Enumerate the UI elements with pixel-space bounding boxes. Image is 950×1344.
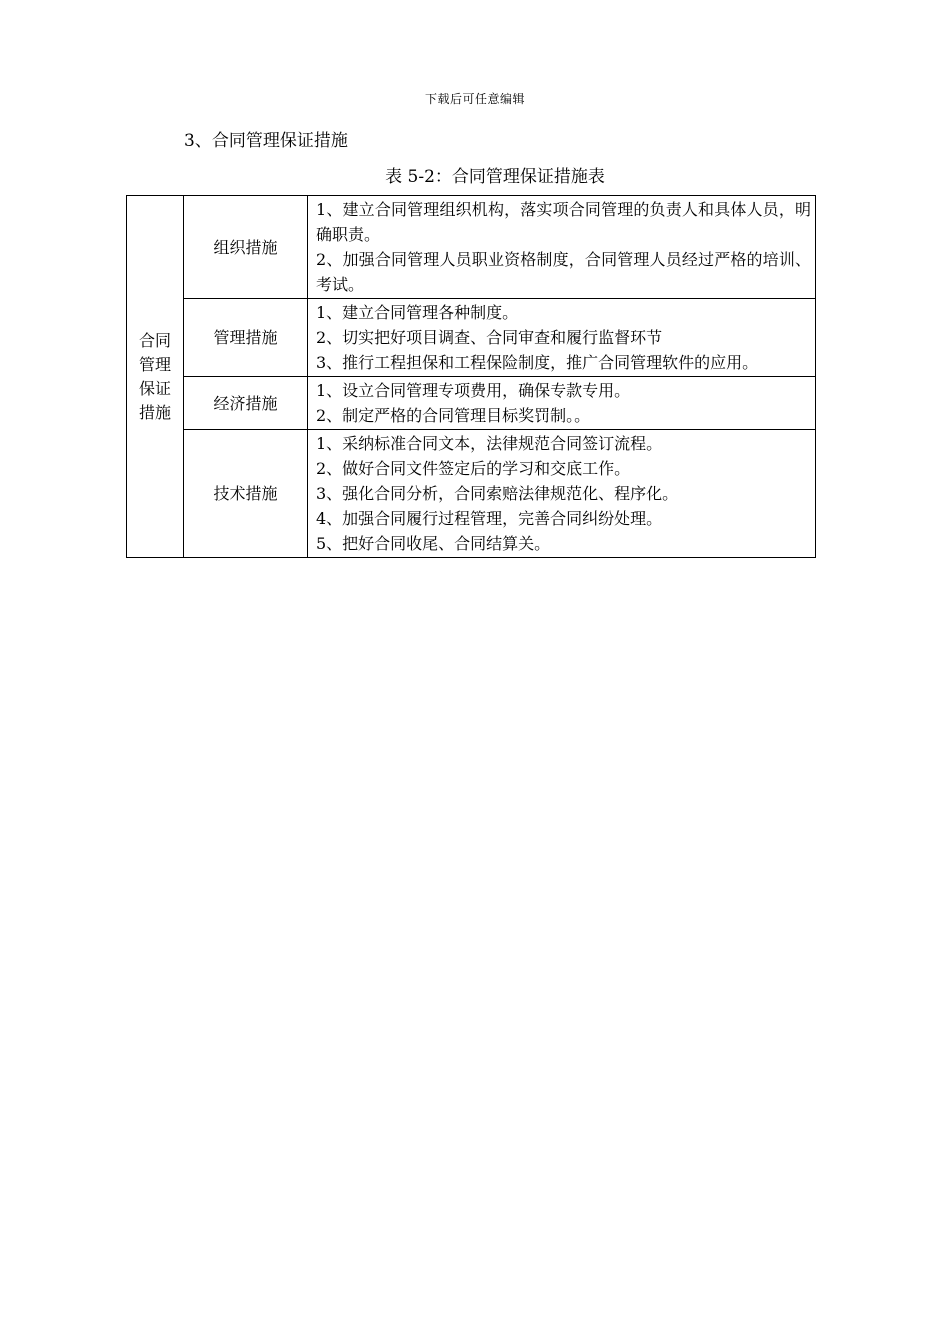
category-cell-management: 管理措施 — [184, 299, 308, 377]
table-row — [127, 299, 816, 377]
measure-item: 1、建立合同管理组织机构，落实项合同管理的负责人和具体人员，明确职责。 — [316, 200, 811, 244]
measures-cell-management — [308, 299, 816, 377]
measures-cell-technical — [308, 430, 816, 558]
measures-cell-economic — [308, 377, 816, 430]
main-label-line: 措施 — [138, 402, 171, 422]
table-caption: 表 5-2：合同管理保证措施表 — [385, 167, 605, 187]
main-label-line: 合同 — [138, 330, 171, 350]
measure-item: 1、设立合同管理专项费用，确保专款专用。 — [316, 381, 631, 400]
measure-item: 1、采纳标准合同文本，法律规范合同签订流程。 — [316, 434, 663, 453]
category-cell-technical: 技术措施 — [184, 430, 308, 558]
table-row — [127, 377, 816, 430]
measure-item: 3、强化合同分析，合同索赔法律规范化、程序化。 — [316, 484, 679, 503]
category-cell-organization: 组织措施 — [184, 196, 308, 299]
measures-cell-organization — [308, 196, 816, 299]
header-note: 下载后可任意编辑 — [424, 92, 525, 106]
measure-item: 5、把好合同收尾、合同结算关。 — [316, 534, 551, 553]
measure-item: 3、推行工程担保和工程保险制度，推广合同管理软件的应用。 — [316, 353, 759, 372]
section-heading: 3、合同管理保证措施 — [184, 131, 348, 151]
main-label-line: 保证 — [138, 378, 171, 398]
measure-item: 2、加强合同管理人员职业资格制度，合同管理人员经过严格的培训、考试。 — [316, 250, 811, 294]
measure-item: 4、加强合同履行过程管理，完善合同纠纷处理。 — [316, 509, 663, 528]
measure-item: 1、建立合同管理各种制度。 — [316, 303, 519, 322]
category-cell-economic: 经济措施 — [184, 377, 308, 430]
measure-item: 2、制定严格的合同管理目标奖罚制。。 — [316, 406, 591, 425]
measure-item: 2、切实把好项目调查、合同审查和履行监督环节 — [316, 328, 663, 347]
main-category-cell — [127, 196, 184, 558]
table-row — [127, 196, 816, 299]
table-row — [127, 430, 816, 558]
measure-item: 2、做好合同文件签定后的学习和交底工作。 — [316, 459, 631, 478]
main-label-line: 管理 — [138, 354, 171, 374]
measures-table — [126, 195, 816, 558]
